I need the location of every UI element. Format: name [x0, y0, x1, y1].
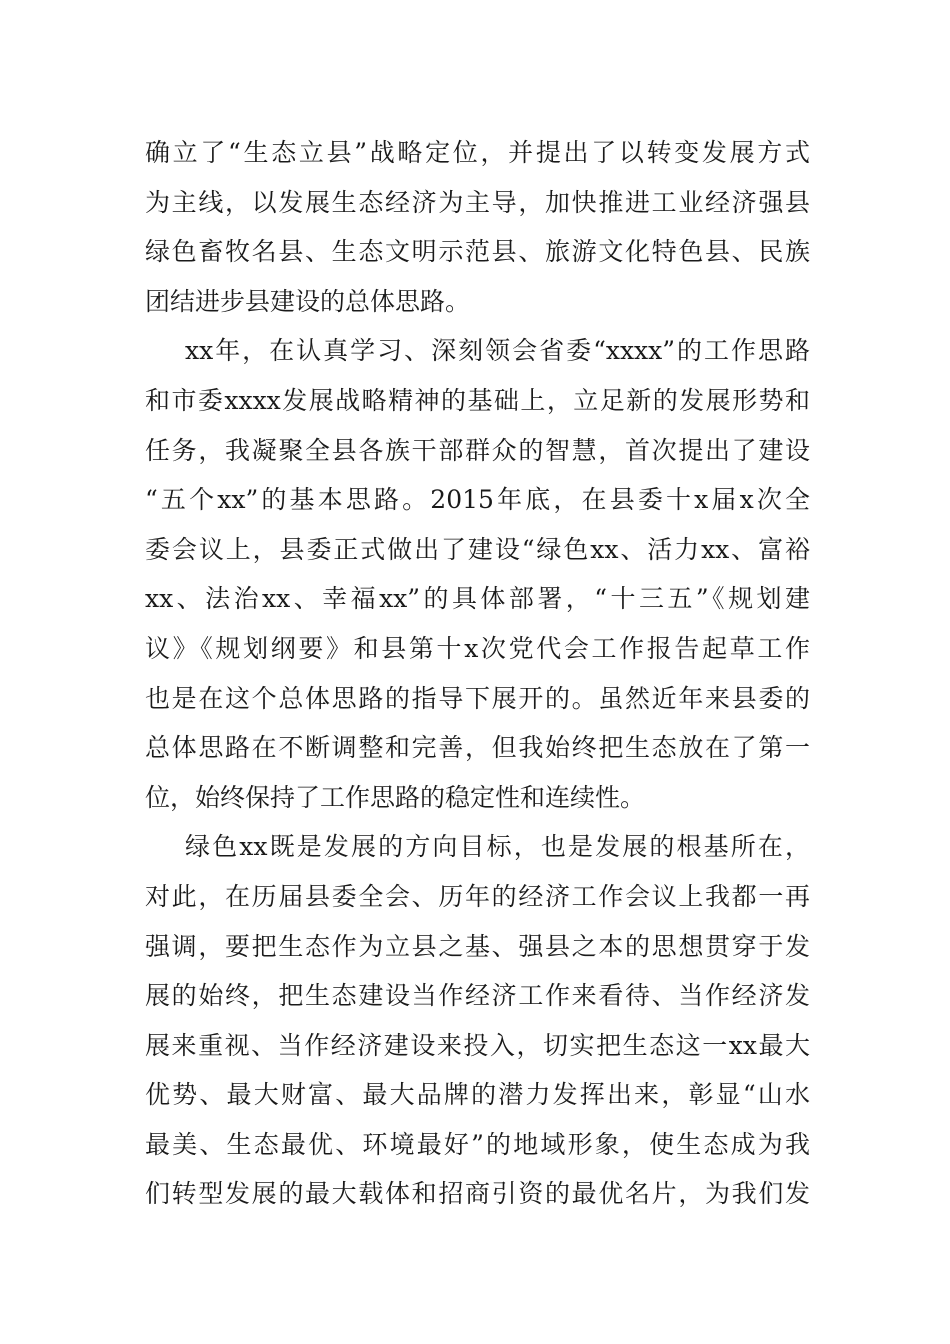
text-line: 团结进步县建设的总体思路。	[145, 286, 471, 316]
text-line: 最美、生态最优、环境最好”的地域形象，使生态成为我	[145, 1129, 810, 1159]
text-line: 优势、最大财富、最大品牌的潜力发挥出来，彰显“山水	[145, 1080, 810, 1110]
text-line: 位，始终保持了工作思路的稳定性和连续性。	[145, 782, 646, 812]
text-line: xx、法治xx、幸福xx”的具体部署，“十三五”《规划建	[145, 584, 810, 614]
text-line: 委会议上，县委正式做出了建设“绿色xx、活力xx、富裕	[145, 534, 810, 564]
text-line: 为主线，以发展生态经济为主导，加快推进工业经济强县	[145, 187, 810, 217]
paragraph-1	[145, 128, 810, 326]
document-body	[145, 128, 810, 1219]
paragraph-2	[145, 326, 810, 822]
text-line: 绿色畜牧名县、生态文明示范县、旅游文化特色县、民族	[145, 237, 810, 267]
text-line: 议》《规划纲要》和县第十x次党代会工作报告起草工作	[145, 633, 810, 663]
text-line: “五个xx”的基本思路。2015年底，在县委十x届x次全	[145, 485, 810, 515]
text-line: 对此，在历届县委全会、历年的经济工作会议上我都一再	[145, 881, 810, 911]
text-line: 确立了“生态立县”战略定位，并提出了以转变发展方式	[145, 138, 810, 167]
text-line: 展来重视、当作经济建设来投入，切实把生态这一xx最大	[145, 1030, 810, 1060]
paragraph-3	[145, 822, 810, 1219]
text-line: xx年，在认真学习、深刻领会省委“xxxx”的工作思路	[185, 336, 810, 366]
text-line: 任务，我凝聚全县各族干部群众的智慧，首次提出了建设	[145, 435, 810, 465]
text-line: 总体思路在不断调整和完善，但我始终把生态放在了第一	[145, 733, 810, 763]
text-line: 展的始终，把生态建设当作经济工作来看待、当作经济发	[145, 981, 810, 1011]
text-line: 和市委xxxx发展战略精神的基础上，立足新的发展形势和	[145, 385, 810, 415]
text-line: 也是在这个总体思路的指导下展开的。虽然近年来县委的	[145, 683, 810, 713]
text-line: 强调，要把生态作为立县之基、强县之本的思想贯穿于发	[145, 931, 810, 961]
text-line: 绿色xx既是发展的方向目标，也是发展的根基所在，	[185, 832, 810, 862]
text-line: 们转型发展的最大载体和招商引资的最优名片，为我们发	[145, 1179, 810, 1209]
